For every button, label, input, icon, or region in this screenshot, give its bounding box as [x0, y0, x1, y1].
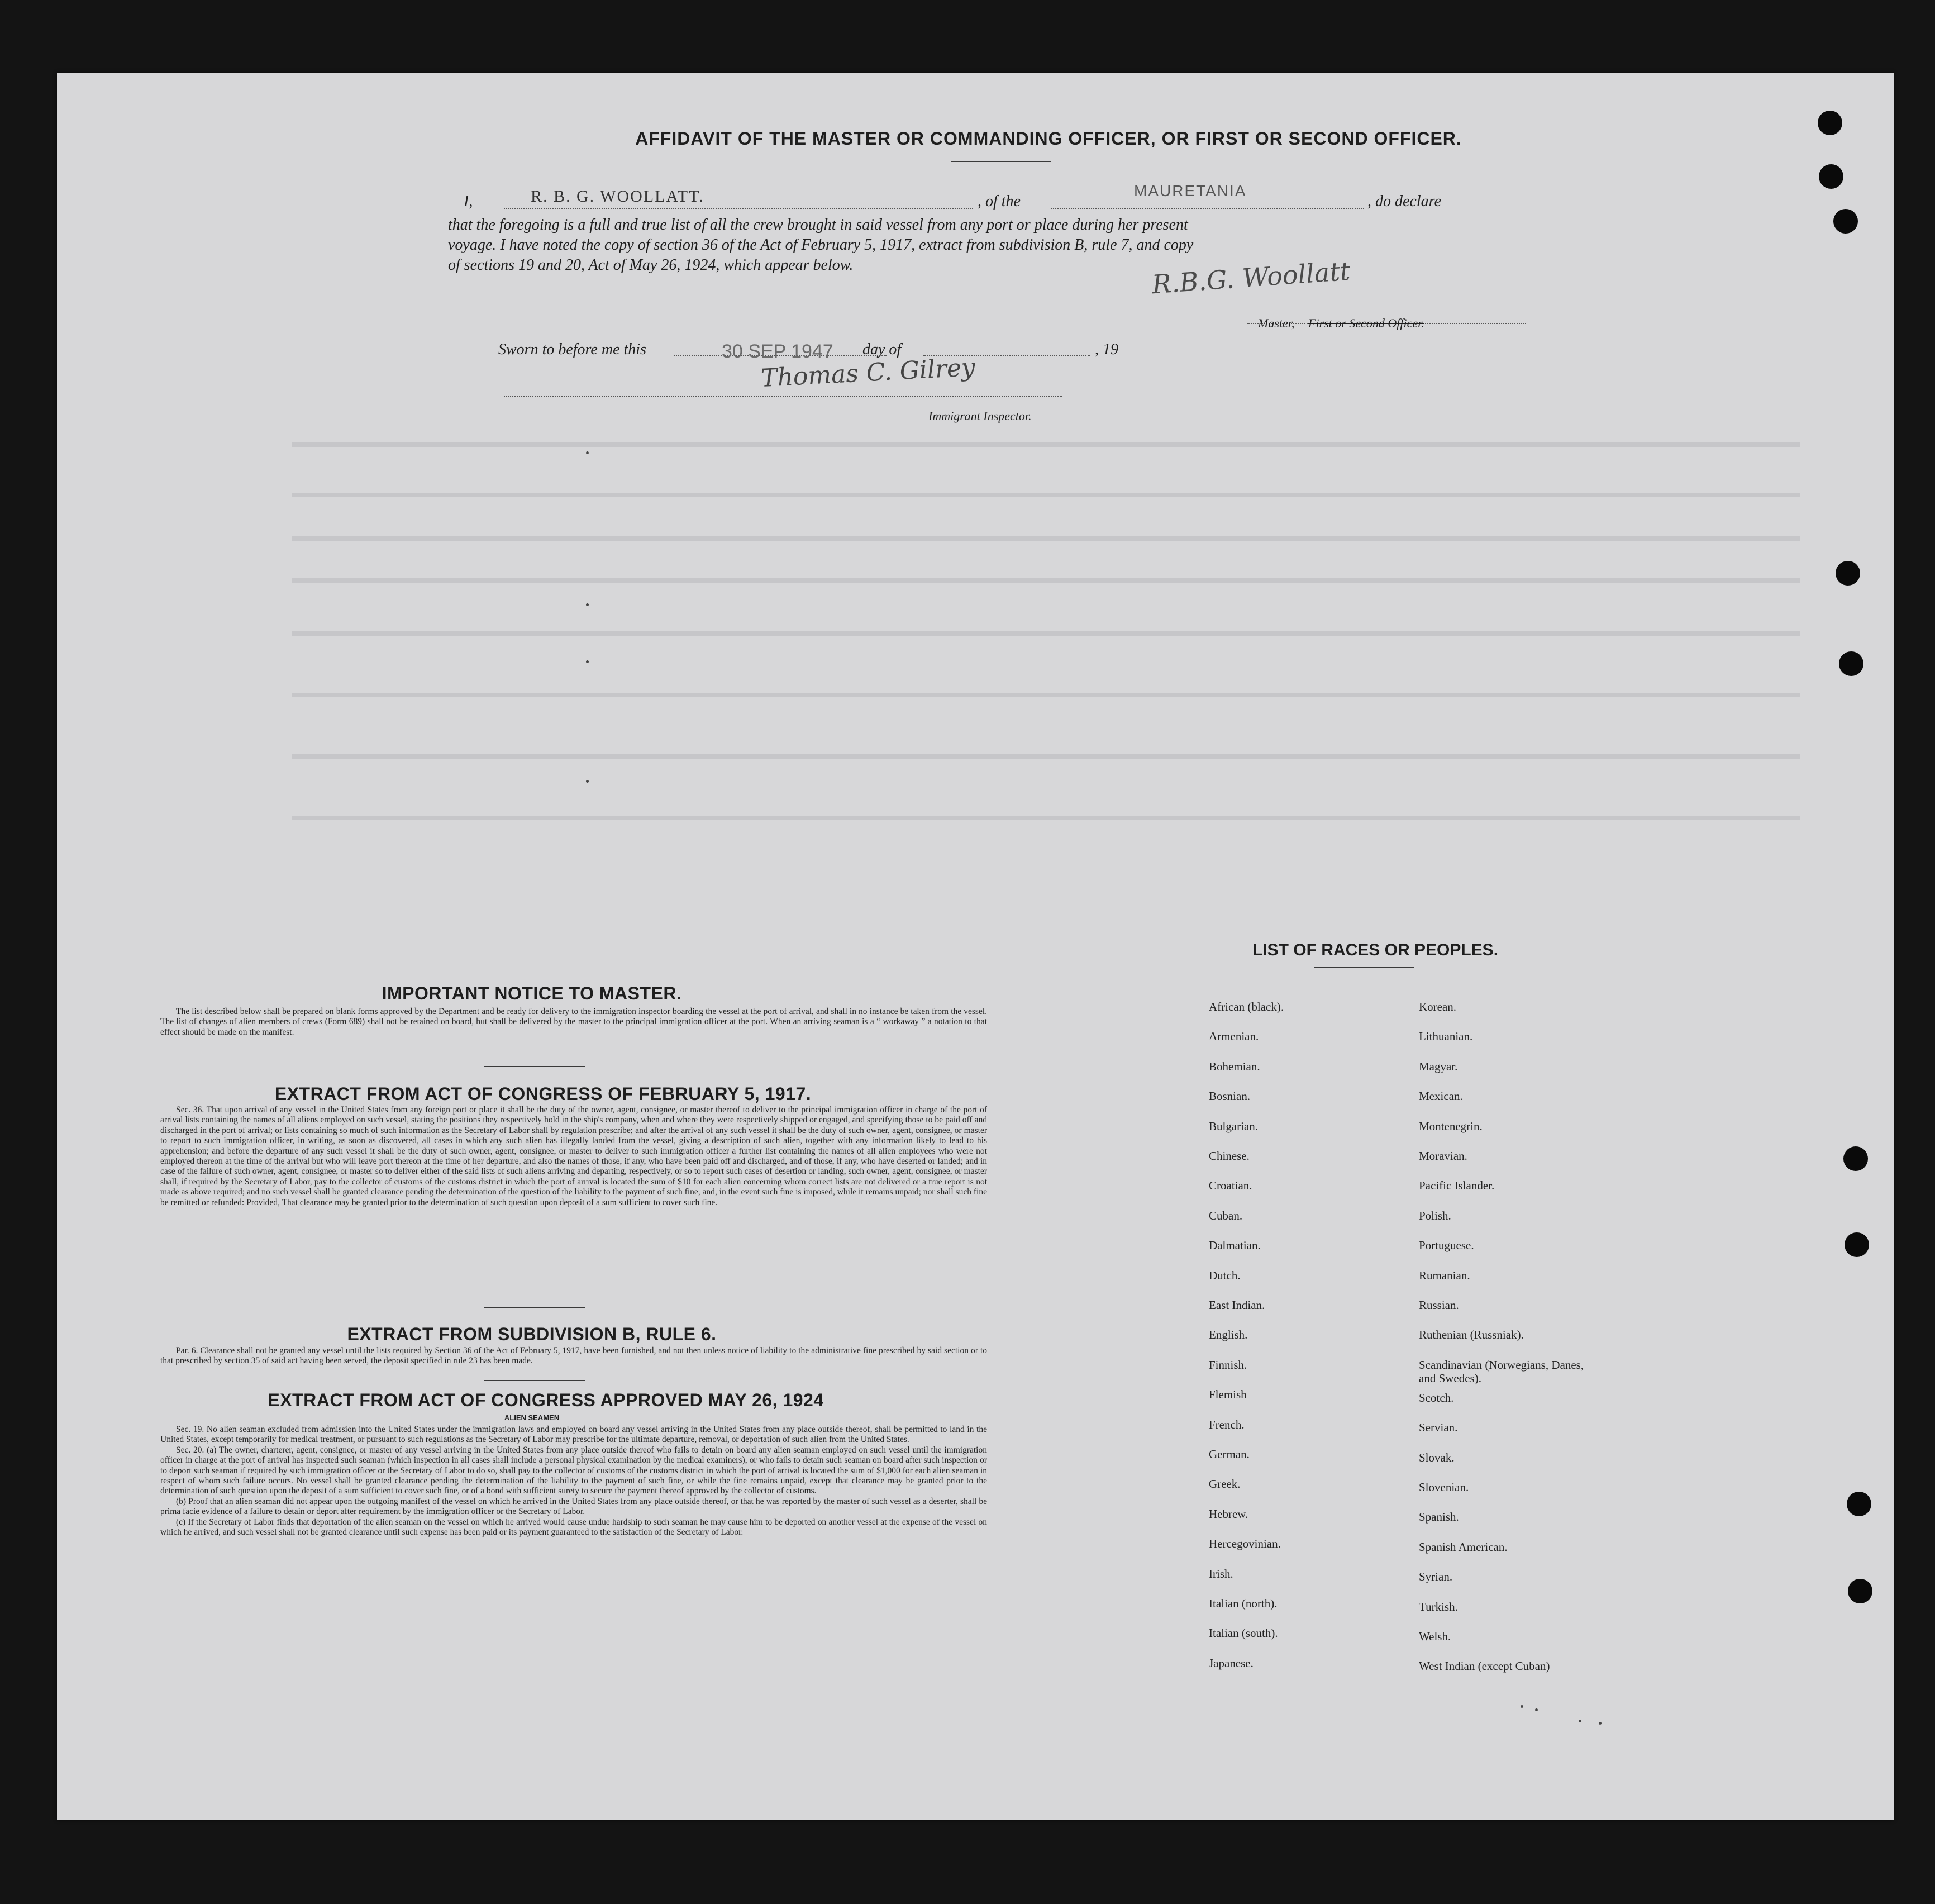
race-item: Polish.	[1419, 1208, 1451, 1222]
master-label: Master,	[1258, 316, 1295, 330]
race-item: Italian (north).	[1209, 1597, 1278, 1610]
extract-1924-text	[160, 1425, 987, 1538]
of-the-label: , of the	[978, 193, 1021, 210]
rule6-divider	[484, 1380, 585, 1381]
race-item: Flemish	[1209, 1388, 1247, 1402]
race-item: Cuban.	[1209, 1208, 1243, 1222]
declaration-line-3: of sections 19 and 20, Act of May 26, 1924, which appear below.	[448, 256, 854, 274]
race-item: Servian.	[1419, 1421, 1458, 1435]
race-item: Scotch.	[1419, 1391, 1454, 1405]
title-divider	[951, 161, 1051, 162]
extract-1917-paragraph: Sec. 36. That upon arrival of any vessel in the United States from any foreign port or place it shall be the duty of the owner, agent, consignee, or master thereof to deliver to the principal immigration officer in charge of the port of arrival lists containing the names of all aliens employed on such vessel, stating the positions they respectively hold in the ship's company, when and where they were respectively shipped or engaged, and specifying those to be paid off and discharged in the port of arrival; or lists containing so much of such information as the Secretary of Labor shall by regulation prescribe; and after the arrival of any such vessel it shall be the duty of such owner, agent, consignee, or master to report to such immigration officer, in writing, as soon as discovered, all cases in which any such alien has illegally landed from the vessel, giving a description of such alien, together with any information likely to lead to his apprehension; and before the departure of any such vessel it shall be the duty of such owner, agent, consignee, or master to deliver to such immigration officer a further list containing the names of all alien employees who were not employed thereon at the time of the arrival but who will leave port thereon at the time of her departure, and also the names of those, if any, who have been paid off and discharged, and of those, if any, who have deserted or landed; and in case of the failure of such owner, agent, consignee, or master so to deliver either of the said lists of such aliens arriving and departing, respectively, or so to report such cases of desertion or landing, such owner, agent, consignee, or master shall, if required by the Secretary of Labor, pay to the collector of customs of the customs district in which the port of arrival is located the sum of $10 for each alien concerning whom correct lists are not delivered or a true report is not made as above required; and no such vessel shall be granted clearance pending the determination of the question of the liability to the payment of such fine, and, in the event such fine is imposed, while it remains unpaid; nor shall such fine be remitted or refunded: Provided, That clearance may be granted prior to the determination of such question upon deposit of a sum sufficient to cover such fine.	[160, 1105, 987, 1207]
vessel-name: MAURETANIA	[1134, 182, 1247, 199]
alien-seamen-subtitle: ALIEN SEAMEN	[504, 1413, 560, 1422]
do-declare-label: , do declare	[1367, 193, 1441, 210]
race-item: Armenian.	[1209, 1030, 1259, 1044]
document-page	[57, 73, 1894, 1820]
date-stamp: 30 SEP 1947	[722, 341, 833, 362]
punch-hole	[1833, 209, 1858, 234]
race-item: German.	[1209, 1448, 1250, 1461]
rule6-paragraph: Par. 6. Clearance shall not be granted any vessel until the lists required by Section 36 of the Act of February 5, 1917, have been furnished, and not then unless notice of liability to the administrative fine prescribed by said section or to that prescribed by section 35 of said act having been served, the deposit specified in rule 23 has been made.	[160, 1346, 987, 1366]
race-item: Ruthenian (Russniak).	[1419, 1328, 1524, 1342]
inspector-label: Immigrant Inspector.	[928, 409, 1032, 423]
race-item: Italian (south).	[1209, 1626, 1278, 1640]
extract-1917-text	[160, 1105, 987, 1208]
race-item: Hebrew.	[1209, 1507, 1248, 1521]
punch-hole	[1836, 561, 1860, 586]
race-item: Korean.	[1419, 1000, 1457, 1013]
affidavit-title: AFFIDAVIT OF THE MASTER OR COMMANDING OFFICER, OR FIRST OR SECOND OFFICER.	[635, 128, 1462, 149]
race-item: Bulgarian.	[1209, 1119, 1259, 1133]
race-item: Portuguese.	[1419, 1239, 1474, 1253]
punch-hole	[1847, 1492, 1871, 1516]
notice-title: IMPORTANT NOTICE TO MASTER.	[382, 983, 682, 1003]
vessel-line	[1051, 208, 1364, 209]
i-label: I,	[464, 193, 473, 210]
notice-text	[160, 1007, 987, 1037]
race-item: Finnish.	[1209, 1358, 1247, 1372]
race-item: Magyar.	[1419, 1059, 1458, 1073]
master-signature: R.B.G. Woollatt	[1151, 255, 1351, 300]
race-item: Scandinavian (Norwegians, Danes, and Swedes).	[1419, 1358, 1584, 1385]
race-item: Dutch.	[1209, 1268, 1241, 1282]
race-item: Lithuanian.	[1419, 1030, 1473, 1044]
race-item: Welsh.	[1419, 1630, 1451, 1643]
race-item: French.	[1209, 1417, 1245, 1431]
race-item: Turkish.	[1419, 1600, 1458, 1613]
officer-label-struck: First or Second Officer.	[1308, 316, 1424, 330]
race-item: Mexican.	[1419, 1089, 1463, 1103]
extract-1917-divider	[484, 1307, 585, 1308]
day-of-label: day of	[862, 341, 902, 358]
rule6-title: EXTRACT FROM SUBDIVISION B, RULE 6.	[347, 1324, 717, 1344]
extract-1924-paragraph: Sec. 19. No alien seaman excluded from admission into the United States under the immigration laws and employed on board any vessel arriving in the United States from any place outside thereof, shall be permitted to land in the United States, except temporarily for medical treatment, or pursuant to such regulations as the Secretary of Labor may prescribe for the ultimate departure, removal, or deportation of such alien from the United States.	[160, 1425, 987, 1445]
race-item: Rumanian.	[1419, 1268, 1470, 1282]
extract-1924-paragraph: (b) Proof that an alien seaman did not appear upon the outgoing manifest of the vessel on which he arrived in the United States from any place outside thereof, or that he was reported by the master of such vessel as a deserter, shall be prima facie evidence of a failure to detain or deport after requirement by the immigration officer or the Secretary of Labor.	[160, 1496, 987, 1517]
race-item: West Indian (except Cuban)	[1419, 1659, 1550, 1673]
race-item: Bosnian.	[1209, 1089, 1251, 1103]
race-item: East Indian.	[1209, 1298, 1265, 1312]
race-item: Greek.	[1209, 1477, 1241, 1491]
race-item: Spanish American.	[1419, 1540, 1508, 1554]
race-item: Slovak.	[1419, 1450, 1455, 1464]
race-item: Irish.	[1209, 1567, 1233, 1581]
race-item: Spanish.	[1419, 1510, 1459, 1524]
notice-divider	[484, 1066, 585, 1067]
punch-hole	[1845, 1232, 1869, 1257]
races-divider	[1314, 967, 1414, 968]
declaration-line-2: voyage. I have noted the copy of section 36 of the Act of February 5, 1917, extract from subdivision B, rule 7, and copy	[448, 236, 1194, 254]
race-item: Chinese.	[1209, 1149, 1250, 1163]
race-item: Montenegrin.	[1419, 1119, 1483, 1133]
punch-hole	[1843, 1146, 1868, 1171]
race-item: African (black).	[1209, 1000, 1284, 1013]
rule6-text	[160, 1346, 987, 1367]
race-item: Japanese.	[1209, 1656, 1254, 1670]
race-item: Dalmatian.	[1209, 1239, 1261, 1253]
punch-hole	[1848, 1579, 1872, 1603]
race-item: Pacific Islander.	[1419, 1179, 1495, 1193]
race-item: Syrian.	[1419, 1570, 1453, 1584]
race-item: Moravian.	[1419, 1149, 1467, 1163]
sworn-label: Sworn to before me this	[498, 341, 646, 358]
notice-paragraph: The list described below shall be prepared on blank forms approved by the Department and be ready for delivery to the immigration inspector boarding the vessel at the port of arrival, and shall in no instance be taken from the vessel. The list of changes of alien members of crews (Form 689) shall not be retained on board, but shall be delivered by the master to the principal immigration officer at the port. When an arriving seaman is a “ workaway ” a notation to that effect should be made on the manifest.	[160, 1007, 987, 1037]
extract-1917-title: EXTRACT FROM ACT OF CONGRESS OF FEBRUARY 5, 1917.	[274, 1084, 812, 1104]
punch-hole	[1839, 651, 1863, 676]
inspector-signature-line	[504, 396, 1062, 397]
race-item: Croatian.	[1209, 1179, 1252, 1193]
year-label: , 19	[1095, 341, 1118, 358]
punch-hole	[1818, 111, 1842, 135]
extract-1924-paragraph: Sec. 20. (a) The owner, charterer, agent, consignee, or master of any vessel arriving in the United States from any place outside thereof who fails to detain on board any alien seaman employed on such vessel until the immigration officer in charge at the port of arrival has inspected such seaman (which inspection in all cases shall include a personal physical examination by the medical examiners), or who fails to detain such seaman on board after such inspection or to deport such seaman if required by such immigration officer or the Secretary of Labor to do so, shall pay to the collector of customs of the customs district in which the port of arrival is located the sum of $1,000 for each alien seaman in respect of whom such failure occurs. No vessel shall be granted clearance pending the determination of the liability to the payment of such fine, or while the fine remains unpaid, except that clearance may be granted prior to the determination of such question upon the deposit of a sum sufficient to cover such fine, or of a bond with sufficient surety to secure the payment thereof approved by the collector of customs.	[160, 1445, 987, 1496]
declaration-line-1: that the foregoing is a full and true list of all the crew brought in said vessel from any port or place during her present	[448, 216, 1188, 234]
extract-1924-paragraph: (c) If the Secretary of Labor finds that deportation of the alien seaman on the vessel on which he arrived would cause undue hardship to such seaman he may cause him to be deported on another vessel at the expense of the vessel on which he arrived, and such vessel shall not be granted clearance until such expense has been paid or its payment guaranteed to the satisfaction of the Secretary of Labor.	[160, 1517, 987, 1538]
race-item: Hercegovinian.	[1209, 1537, 1281, 1551]
extract-1924-title: EXTRACT FROM ACT OF CONGRESS APPROVED MAY 26, 1924	[268, 1390, 824, 1410]
punch-hole	[1819, 164, 1843, 189]
races-title: LIST OF RACES OR PEOPLES.	[1252, 941, 1499, 959]
race-item: Slovenian.	[1419, 1481, 1469, 1494]
race-item: Bohemian.	[1209, 1059, 1260, 1073]
inspector-signature: Thomas C. Gilrey	[760, 353, 976, 393]
race-item: Russian.	[1419, 1298, 1459, 1312]
name-line	[504, 208, 973, 209]
master-name: R. B. G. WOOLLATT.	[531, 187, 704, 206]
race-item: English.	[1209, 1328, 1248, 1342]
